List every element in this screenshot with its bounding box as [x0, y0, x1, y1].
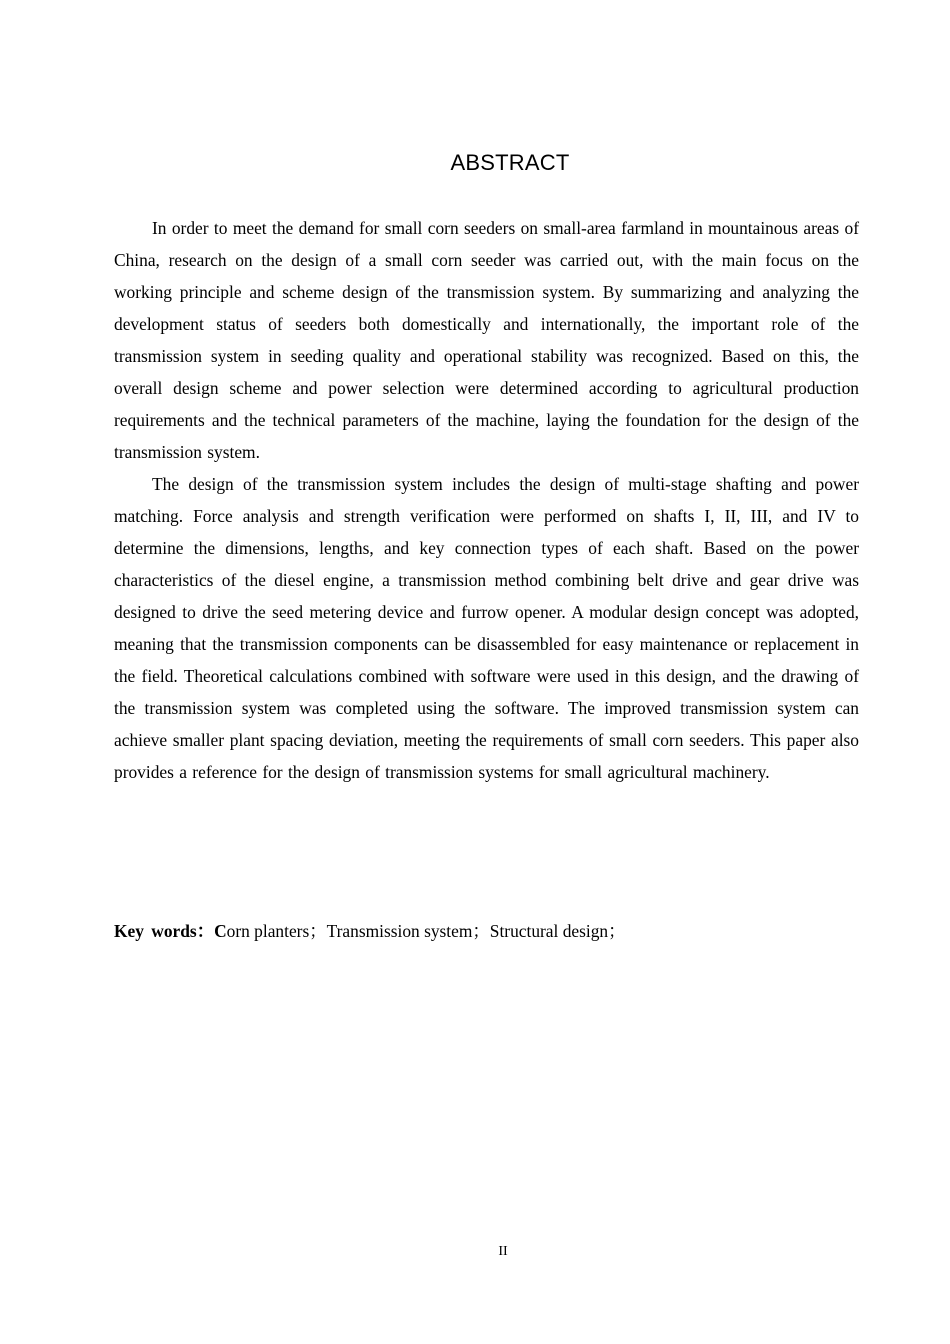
keywords-line [114, 915, 859, 947]
keywords-text: orn planters；Transmission system；Structural design； [226, 921, 626, 941]
keywords-first-letter: C [214, 921, 227, 941]
page-number: II [498, 1244, 508, 1259]
abstract-paragraph-1: In order to meet the demand for small corn seeders on small-area farmland in mountainous areas of China, research on the design of a small corn seeder was carried out, with the main focus on the working principle and scheme design of the transmission system. By summarizing and analyzing the development status of seeders both domestically and internationally, the important role of the transmission system in seeding quality and operational stability was recognized. Based on this, the overall design scheme and power selection were determined according to agricultural production requirements and the technical parameters of the machine, laying the foundation for the design of the transmission system. [114, 218, 859, 462]
abstract-paragraph-2: The design of the transmission system includes the design of multi-stage shafting and power matching. Force analysis and strength verification were performed on shafts I, II, III, and IV to determine the dimensions, lengths, and key connection types of each shaft. Based on the power characteristics of the diesel engine, a transmission method combining belt drive and gear drive was designed to drive the seed metering device and furrow opener. A modular design concept was adopted, meaning that the transmission components can be disassembled for easy maintenance or replacement in the field. Theoretical calculations combined with software were used in this design, and the drawing of the transmission system was completed using the software. The improved transmission system can achieve smaller plant spacing deviation, meeting the requirements of small corn seeders. This paper also provides a reference for the design of transmission systems for small agricultural machinery. [114, 474, 859, 782]
abstract-body [114, 212, 859, 788]
abstract-title: ABSTRACT [450, 150, 570, 175]
keywords-label: Key words： [114, 921, 215, 941]
